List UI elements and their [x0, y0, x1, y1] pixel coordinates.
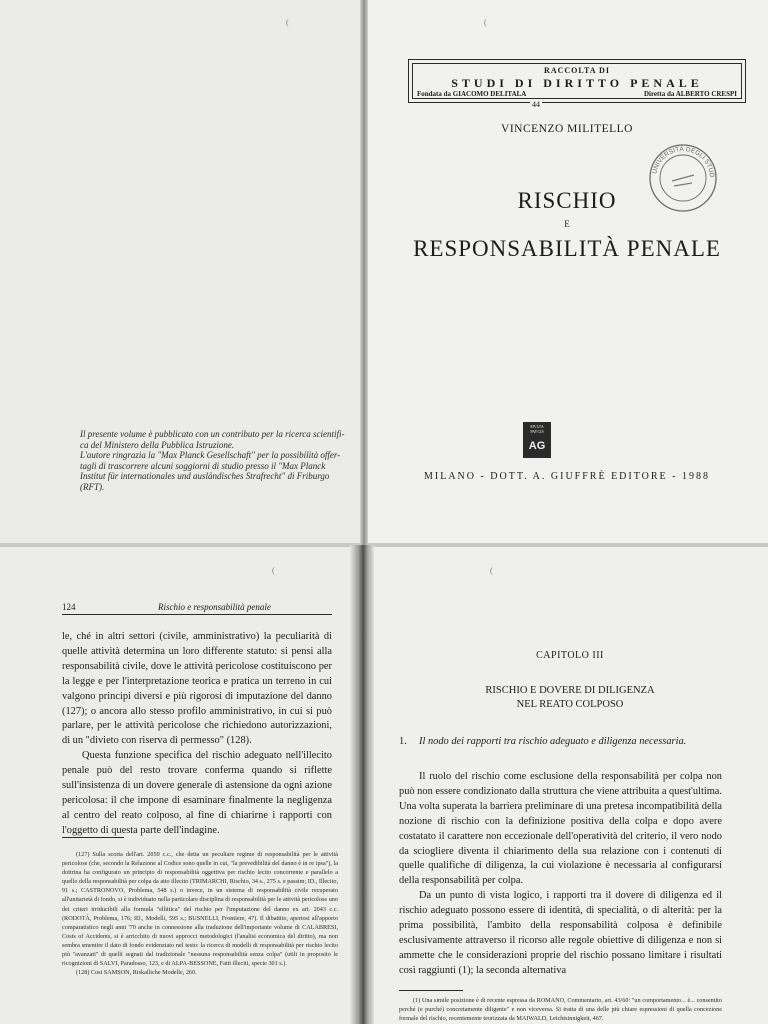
book-title-conjunction: E	[564, 219, 570, 229]
series-number: 44	[532, 100, 540, 109]
series-director: Diretta da ALBERTO CRESPI	[643, 90, 737, 98]
scan-mark: (	[490, 566, 493, 575]
notice-paragraph: L'autore ringrazia la "Max Planck Gesellschaft" per la possibilità offer-tagli di trascorrere alcuni soggiorni di studio presso il "Max Planck Institut für internationales und ausländisches Strafrecht" di Friburgo (RFT).	[80, 450, 341, 492]
paragraph: le, ché in altri settori (civile, amministrativo) la peculiarità di quelle attività determina un loro differente statuto: si pensi alla responsabilità civile, dove le attività pericolose costituiscono per la legge e per l'interpretazione teorica e pratica un terreno in cui valgono principi diversi e più rigorosi di imputazione del danno (127); o ancora allo stesso profilo amministrativo, in cui si può parlare, per le attività pericolose che richiedono autorizzazioni, di un "divieto con riserva di permesso" (128).	[62, 631, 332, 747]
header-rule	[62, 614, 332, 615]
stamp-text: UNIVERSITÀ DEGLI STUD	[651, 145, 716, 178]
imprint-line: MILANO - DOTT. A. GIUFFRÈ EDITORE - 1988	[423, 471, 710, 482]
notice-paragraph: Il presente volume è pubblicato con un contributo per la ricerca scientifi-ca del Ministero della Pubblica Istruzione.	[80, 429, 345, 450]
footnote: (127) Sulla scorta dell'art. 2050 c.c., che detta un peculiare regime di responsabilità per le attività pericolose (che, secondo la Relazione al Codice sono quelle in cui, "la prevedibilità del danno è in re ipsa"), la dottrina ha configurato un principio di responsabilità oggettiva per rischio lecito concorrente e parallelo a quello della responsabilità per colpa da atto illecito (TRIMARCHI, Rischio, 34 s., 275 s. e passim; ID., Illecito, 91 s.; CASTRONOVO, Problema, 548 s.) o invece, in un sistema di responsabilità civile recuperato all'unitarietà di fondo, si è individuato nella particolare disciplina di responsabilità per le attività pericolose uno dei criteri irriducibili alla formula "ellittica" del rischio per l'imputazione del danno ex art. 2043 c.c. (RODOTÀ, Problema, 176; ID., Modelli, 595 s.; BUSNELLI, Frontiere, 47). Il dibattito, apertosi all'apporto comparatistico negli anni '70 anche in connessione alla traduzione dell'importante volume di CALABRESI, Costs of Accidents, si è arricchito di nuovi approcci metodologici (l'analisi economica del diritto), ma non sembra smentire il dato di fondo evidenziato nel testo: la ricerca di modelli di responsabilità per rischio lecito più "avanzati" di quelli segnati dal tradizionale "nessuna responsabilità senza colpa" (utili in proposito le ricognizioni di SALVI, Paradosso, 123, e di ALPA-BESSONE, Fatti illeciti, specie 301 s.).	[62, 851, 338, 968]
paragraph: Il ruolo del rischio come esclusione della responsabilità per colpa non può non essere condizionato dalla struttura che viene attribuita a quest'ultima. Una volta superata la barriera preliminare di una pretesa incompatibilità della nozione di rischio con la definizione positiva della colpa e dopo avere costatato il carattere non eccezionale dell'operatività del criterio, il vero nodo da sciogliere diventa il chiarimento della sua relazione con i contenuti di quelle qualifiche di diligenza, la cui violazione è necessaria al configurarsi della responsabilità per colpa.	[399, 771, 723, 887]
section-title: Il nodo dei rapporti tra rischio adeguato e diligenza necessaria.	[419, 736, 687, 747]
page-number: 124	[62, 602, 76, 612]
scan-divider	[0, 543, 768, 547]
section-heading	[399, 735, 721, 750]
footnote: (1) Una simile posizione è di recente espressa da ROMANO, Commentario, art. 43/60: "un comportamento... è... consentito perché (e purché) concretamente diligente" e non viceversa. Si tratta di una delle più chiare espressioni di quella concezione formale del rischio, recentemente teorizzata da MAIWALD, Leichtsinnigkeit, 467.	[399, 997, 722, 1023]
running-head-title: Rischio e responsabilità penale	[158, 602, 271, 612]
chapter-title-line: RISCHIO E DOVERE DI DILIGENZA	[485, 685, 655, 696]
footnote-rule	[62, 837, 124, 838]
series-title: STUDI DI DIRITTO PENALE	[451, 76, 703, 90]
series-box-inner	[412, 63, 742, 99]
paragraph: Questa funzione specifica del rischio adeguato nell'illecito penale può del resto trovare conferma quando si riflette sull'insistenza di un dovere generale di astensione da ogni azione pericolosa: il che impone di esaminare finalmente la negligenza al centro del reato colposo, al fine di chiarirne i rapporti con l'oggetto di questa parte dell'indagine.	[62, 750, 332, 836]
book-title-line2: RESPONSABILITÀ PENALE	[413, 236, 721, 261]
footnotes	[62, 850, 338, 977]
publication-notice	[80, 429, 348, 493]
book-gutter-top	[360, 0, 368, 545]
logo-motto: MVLTA PAVCIS	[530, 424, 544, 434]
chapter-title-line: NEL REATO COLPOSO	[516, 699, 624, 710]
body-text	[399, 770, 722, 979]
logo-letters: AG	[528, 440, 546, 452]
paragraph: Da un punto di vista logico, i rapporti tra il dovere di diligenza ed il rischio adeguato possono essere di identità, di specialità, o di alterità: per la prima possibilità, l'ambito della responsabilità colposa è definibile esclusivamente attraverso il ricorso alle regole obiettive di diligenza e non si ammette che le considerazioni proprie del rischio possano limitare i risultati così raggiunti (1); la seconda alternativa	[399, 890, 722, 976]
author-name: VINCENZO MILITELLO	[501, 123, 633, 135]
chapter-label: CAPITOLO III	[536, 650, 604, 661]
scan-mark: (	[286, 18, 289, 27]
series-label: RACCOLTA DI	[544, 66, 610, 75]
body-text	[62, 630, 332, 839]
footnote: (128) Cosi SAMSON, Riskalliche Modelle, 260.	[76, 969, 197, 977]
book-title-line1: RISCHIO	[517, 188, 617, 213]
publisher-logo	[523, 422, 551, 458]
chapter-title	[420, 684, 720, 712]
book-gutter-bottom	[350, 545, 374, 1024]
scan-mark: (	[484, 18, 487, 27]
series-founder: Fondata da GIACOMO DELITALA	[417, 90, 527, 98]
footnote-rule	[399, 990, 463, 991]
footnotes	[399, 996, 722, 1023]
series-box	[408, 59, 746, 103]
section-number: 1.	[399, 736, 407, 747]
library-stamp-icon	[646, 141, 720, 215]
scan-mark: (	[272, 566, 275, 575]
